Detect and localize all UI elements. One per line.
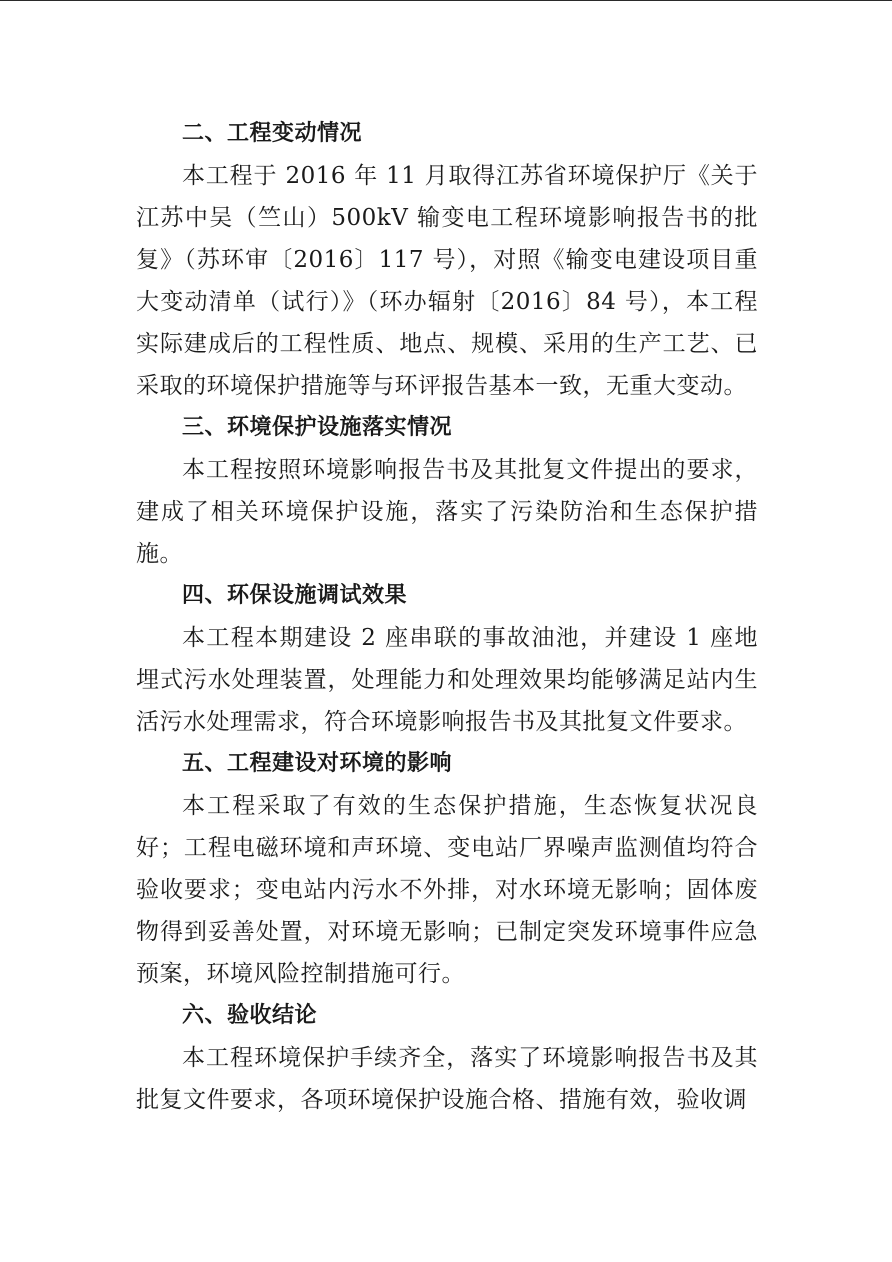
section-paragraph-env-impact: 本工程采取了有效的生态保护措施，生态恢复状况良好；工程电磁环境和声环境、变电站厂界噪声监测值均符合验收要求；变电站内污水不外排，对水环境无影响；固体废物得到妥善处置，对环境无影响；已制定突发环境事件应急预案，环境风险控制措施可行。: [136, 793, 758, 987]
document-body: [136, 113, 758, 1121]
section-paragraph-env-facilities: 本工程按照环境影响报告书及其批复文件提出的要求，建成了相关环境保护设施，落实了污染防治和生态保护措施。: [136, 457, 758, 567]
section-heading-acceptance-conclusion: 六、验收结论: [182, 1003, 318, 1028]
section-heading-debug-results: 四、环保设施调试效果: [182, 583, 408, 608]
section-heading-project-changes: 二、工程变动情况: [182, 121, 363, 146]
section-heading-env-facilities: 三、环境保护设施落实情况: [182, 415, 453, 440]
section-paragraph-debug-results: 本工程本期建设 2 座串联的事故油池，并建设 1 座地埋式污水处理装置，处理能力和处理效果均能够满足站内生活污水处理需求，符合环境影响报告书及其批复文件要求。: [136, 625, 758, 735]
section-heading-env-impact: 五、工程建设对环境的影响: [182, 751, 453, 776]
section-paragraph-project-changes: 本工程于 2016 年 11 月取得江苏省环境保护厅《关于江苏中吴（竺山）500kV 输变电工程环境影响报告书的批复》（苏环审〔2016〕117 号），对照《输变电建设项目重大变动清单（试行）》（环办辐射〔2016〕84 号），本工程实际建成后的工程性质、地点、规模、采用的生产工艺、已采取的环境保护措施等与环评报告基本一致，无重大变动。: [136, 163, 758, 399]
section-paragraph-acceptance-conclusion: 本工程环境保护手续齐全，落实了环境影响报告书及其批复文件要求，各项环境保护设施合格、措施有效，验收调: [136, 1045, 758, 1113]
